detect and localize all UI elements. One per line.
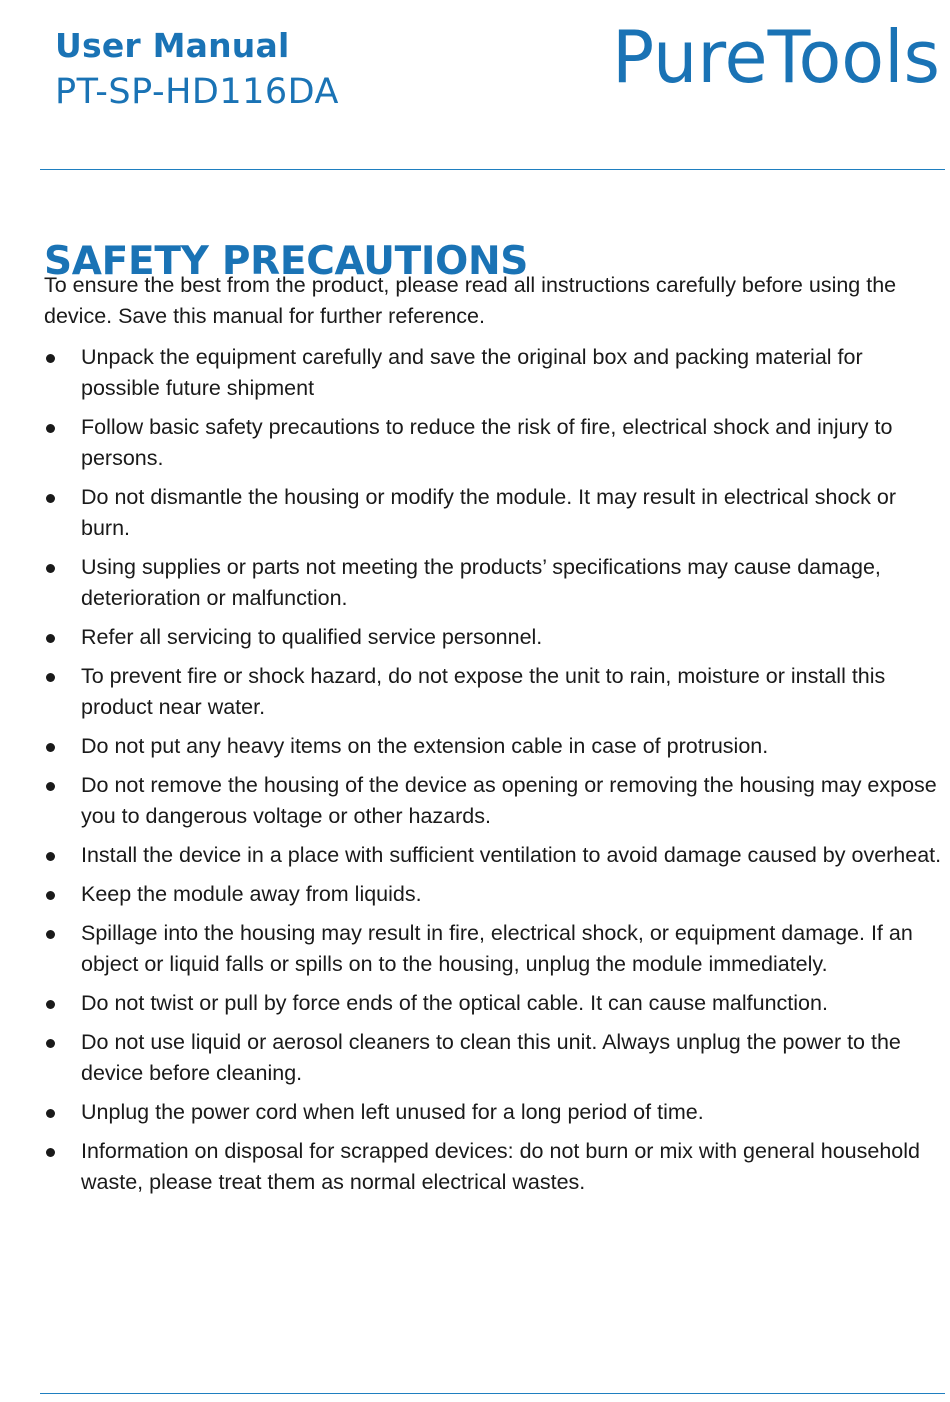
bullet-icon	[46, 494, 55, 503]
bullet-icon	[46, 564, 55, 573]
list-item	[44, 1027, 944, 1089]
list-item	[44, 879, 944, 910]
brand-logo-text: PureTools	[612, 16, 940, 96]
list-item	[44, 622, 944, 653]
list-item	[44, 770, 944, 832]
list-item-text: Follow basic safety precautions to reduce the risk of fire, electrical shock and injury to persons.	[81, 415, 893, 470]
list-item	[44, 988, 944, 1019]
bullet-icon	[46, 1000, 55, 1009]
list-item-text: Do not remove the housing of the device as opening or removing the housing may expose you to dangerous voltage or other hazards.	[81, 773, 937, 828]
bullet-icon	[46, 782, 55, 791]
model-number: PT-SP-HD116DA	[55, 72, 339, 112]
list-item-text: Refer all servicing to qualified service personnel.	[81, 625, 543, 649]
list-item-text: Information on disposal for scrapped devices: do not burn or mix with general household waste, please treat them as normal electrical wastes.	[81, 1139, 920, 1194]
list-item-text: Do not twist or pull by force ends of the optical cable. It can cause malfunction.	[81, 991, 828, 1015]
section-title: SAFETY PRECAUTIONS	[44, 239, 529, 285]
bullet-icon	[46, 743, 55, 752]
list-item	[44, 918, 944, 980]
footer-divider	[40, 1393, 945, 1394]
list-item	[44, 840, 944, 871]
intro-paragraph: To ensure the best from the product, please read all instructions carefully before using the device. Save this manual for further reference.	[44, 273, 897, 328]
list-item-text: Keep the module away from liquids.	[81, 882, 422, 906]
bullet-icon	[46, 424, 55, 433]
bullet-icon	[46, 673, 55, 682]
list-item-text: Unpack the equipment carefully and save the original box and packing material for possible future shipment	[81, 345, 863, 400]
list-item	[44, 412, 944, 474]
list-item-text: To prevent fire or shock hazard, do not expose the unit to rain, moisture or install this product near water.	[81, 664, 886, 719]
bullet-icon	[46, 634, 55, 643]
bullet-icon	[46, 852, 55, 861]
list-item-text: Do not use liquid or aerosol cleaners to clean this unit. Always unplug the power to the device before cleaning.	[81, 1030, 901, 1085]
list-item	[44, 661, 944, 723]
list-item	[44, 482, 944, 544]
list-item-text: Install the device in a place with sufficient ventilation to avoid damage caused by overheat.	[81, 843, 942, 867]
bullet-icon	[46, 1109, 55, 1118]
list-item	[44, 1097, 944, 1128]
bullet-icon	[46, 891, 55, 900]
list-item-text: Do not put any heavy items on the extension cable in case of protrusion.	[81, 734, 769, 758]
list-item	[44, 1136, 944, 1198]
bullet-icon	[46, 1148, 55, 1157]
list-item	[44, 552, 944, 614]
list-item-text: Unplug the power cord when left unused for a long period of time.	[81, 1100, 704, 1124]
bullet-icon	[46, 354, 55, 363]
bullet-icon	[46, 1039, 55, 1048]
header-divider	[40, 169, 945, 170]
bullet-icon	[46, 930, 55, 939]
safety-bullet-list	[44, 342, 944, 1206]
list-item-text: Spillage into the housing may result in fire, electrical shock, or equipment damage. If an object or liquid falls or spills on to the housing, unplug the module immediately.	[81, 921, 913, 976]
puretools-logo	[612, 16, 942, 96]
list-item-text: Using supplies or parts not meeting the products’ specifications may cause damage, deterioration or malfunction.	[81, 555, 881, 610]
list-item-text: Do not dismantle the housing or modify the module. It may result in electrical shock or burn.	[81, 485, 896, 540]
list-item	[44, 731, 944, 762]
list-item	[44, 342, 944, 404]
manual-title: User Manual	[55, 26, 290, 65]
